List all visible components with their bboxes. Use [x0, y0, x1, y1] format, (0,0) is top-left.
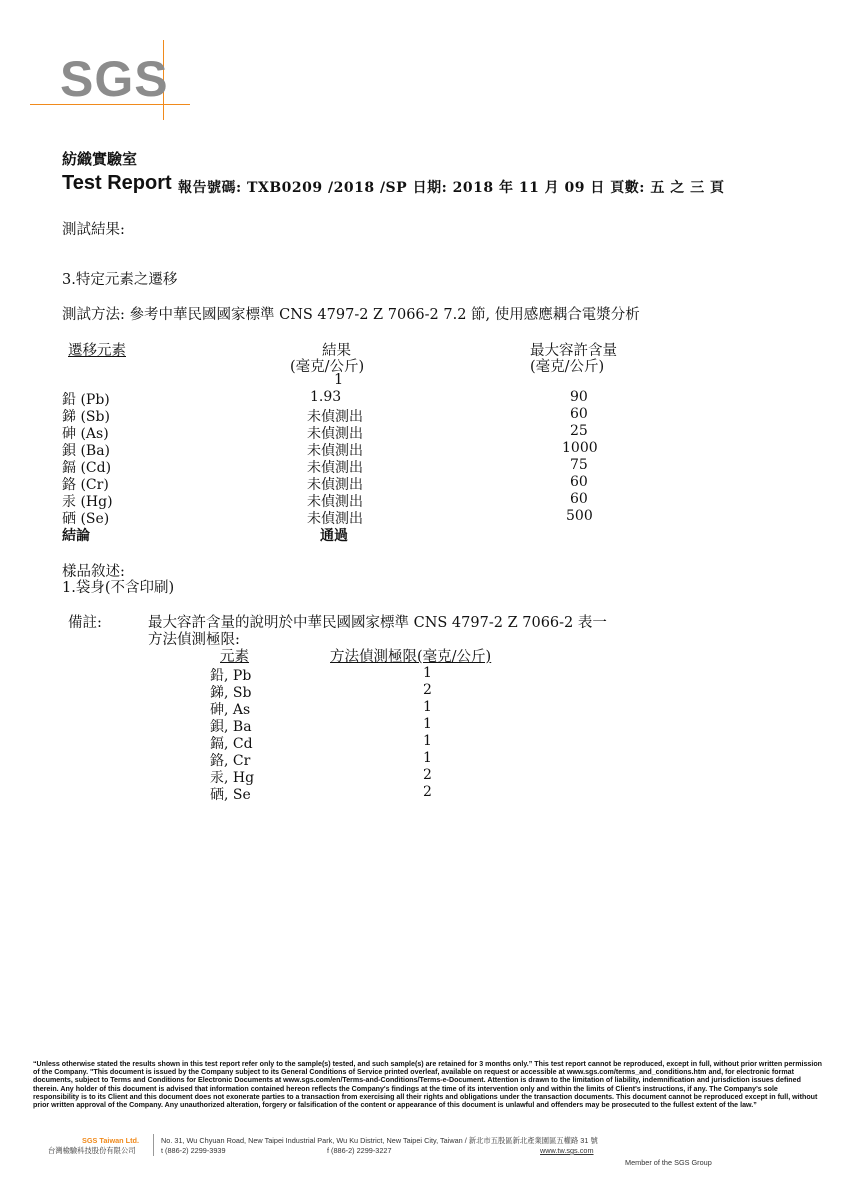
- table-row: [62, 491, 762, 508]
- table-row: [62, 440, 762, 457]
- limits-row: [205, 716, 505, 733]
- table-row: [62, 389, 762, 406]
- limits-row: [205, 665, 505, 682]
- limits-element: 鉻, Cr: [210, 753, 251, 769]
- max-cell: 60: [570, 491, 588, 507]
- limits-element: 汞, Hg: [210, 770, 255, 786]
- limits-row: [205, 784, 505, 801]
- limits-element: 銻, Sb: [210, 685, 252, 701]
- table-row: [62, 508, 762, 525]
- results-label: 測試結果:: [62, 222, 125, 238]
- sgs-logo: SGS: [60, 51, 169, 107]
- col-header-max: 最大容許含量: [530, 343, 617, 359]
- limits-row: [205, 699, 505, 716]
- table-row: [62, 474, 762, 491]
- result-cell: 未偵測出: [307, 494, 363, 510]
- limits-value: 1: [423, 750, 432, 766]
- company-name-en: SGS Taiwan Ltd.: [82, 1136, 140, 1145]
- max-cell: 500: [566, 508, 593, 524]
- table-row: [62, 406, 762, 423]
- result-cell: 未偵測出: [307, 477, 363, 493]
- result-cell: 未偵測出: [307, 460, 363, 476]
- limits-value: 1: [423, 699, 432, 715]
- company-fax: f (886-2) 2299-3227: [327, 1146, 392, 1155]
- element-cell: 鉻 (Cr): [62, 477, 109, 493]
- limits-element: 鉛, Pb: [210, 668, 252, 684]
- remarks-label: 備註:: [68, 615, 102, 631]
- lab-name: 紡織實驗室: [62, 150, 138, 168]
- test-method: 測試方法: 參考中華民國國家標準 CNS 4797-2 Z 7066-2 7.2 節, 使用感應耦合電漿分析: [62, 307, 640, 323]
- limits-value: 1: [423, 665, 432, 681]
- limits-col-element: 元素: [220, 649, 249, 665]
- max-cell: 25: [570, 423, 588, 439]
- element-cell: 銻 (Sb): [62, 409, 110, 425]
- result-cell: 未偵測出: [307, 409, 363, 425]
- result-cell: 未偵測出: [307, 443, 363, 459]
- sample-item: 1.袋身(不含印刷): [62, 580, 175, 596]
- limits-value: 2: [423, 784, 432, 800]
- limits-element: 鎘, Cd: [210, 736, 253, 752]
- limits-row: [205, 733, 505, 750]
- conclusion-row: [62, 525, 762, 542]
- max-cell: 90: [570, 389, 588, 405]
- element-cell: 砷 (As): [62, 426, 109, 442]
- limits-row: [205, 767, 505, 784]
- limits-value: 1: [423, 733, 432, 749]
- element-cell: 鎘 (Cd): [62, 460, 112, 476]
- max-cell: 75: [570, 457, 588, 473]
- footer-divider: [153, 1134, 154, 1156]
- max-cell: 60: [570, 474, 588, 490]
- col-header-sample-number: 1: [334, 372, 344, 388]
- col-header-max-unit: (毫克/公斤): [530, 359, 605, 375]
- element-cell: 汞 (Hg): [62, 494, 113, 510]
- conclusion-label: 結論: [62, 528, 90, 544]
- limits-element: 砷, As: [210, 702, 251, 718]
- max-cell: 60: [570, 406, 588, 422]
- conclusion-value: 通過: [320, 528, 348, 544]
- detection-limits-label: 方法偵測極限:: [148, 632, 240, 648]
- company-address: No. 31, Wu Chyuan Road, New Taipei Industrial Park, Wu Ku District, New Taipei City, Taiwan / 新北市五股區新北產業園區五權路 31 號: [161, 1136, 598, 1145]
- limits-col-limit: 方法偵測極限(毫克/公斤): [330, 649, 492, 665]
- limits-value: 1: [423, 716, 432, 732]
- result-cell: 未偵測出: [307, 511, 363, 527]
- result-cell: 1.93: [310, 389, 342, 405]
- limits-row: [205, 750, 505, 767]
- report-number-line: 報告號碼: TXB0209 /2018 /SP 日期: 2018 年 11 月 09 日 頁數: 五 之 三 頁: [178, 180, 725, 196]
- limits-element: 硒, Se: [210, 787, 251, 803]
- table-row: [62, 457, 762, 474]
- member-text: Member of the SGS Group: [625, 1158, 712, 1167]
- max-cell: 1000: [562, 440, 598, 456]
- company-website-link[interactable]: www.tw.sgs.com: [540, 1146, 594, 1155]
- limits-value: 2: [423, 682, 432, 698]
- col-header-element: 遷移元素: [68, 343, 126, 359]
- section-title: 3.特定元素之遷移: [62, 272, 178, 288]
- sample-description-label: 樣品敘述:: [62, 564, 125, 580]
- element-cell: 硒 (Se): [62, 511, 110, 527]
- legal-disclaimer: “Unless otherwise stated the results shown in this test report refer only to the sample(s) tested, and such sample(s) are retained for 3 months only.” This test report cannot be reproduced, except in full, without prior written permission of the Company. "This document is issued by the Company subject to its General Conditions of Service printed overleaf, available on request or accessible at www.sgs.com/terms_and_conditions.htm and, for electronic format documents, subject to Terms and Conditions for Electronic Documents at www.sgs.com/en/Terms-and-Conditions/Terms-e-Document. Attention is drawn to the limitation of liability, indemnification and jurisdiction issues defined therein. Any holder of this document is advised that information contained hereon reflects the Company's findings at the time of its intervention only and within the limits of Client's instructions, if any. The Company's sole responsibility is to its Client and this document does not exonerate parties to a transaction from exercising all their rights and obligations under the transaction documents. This document cannot be reproduced except in full, without prior written approval of the Company. Any unauthorized alteration, forgery or falsification of the content or appearance of this document is unlawful and offenders may be prosecuted to the fullest extent of the law.”: [33, 1060, 822, 1110]
- limits-value: 2: [423, 767, 432, 783]
- limits-row: [205, 682, 505, 699]
- result-cell: 未偵測出: [307, 426, 363, 442]
- element-cell: 鋇 (Ba): [62, 443, 111, 459]
- col-header-result-unit: (毫克/公斤): [290, 359, 365, 375]
- company-name-zh: 台灣檢驗科技股份有限公司: [48, 1146, 136, 1155]
- page-title: Test Report: [62, 172, 172, 194]
- remarks-text: 最大容許含量的說明於中華民國國家標準 CNS 4797-2 Z 7066-2 表一: [148, 615, 607, 631]
- col-header-result: 結果: [322, 343, 351, 359]
- company-phone: t (886-2) 2299-3939: [161, 1146, 226, 1155]
- table-row: [62, 423, 762, 440]
- limits-element: 鋇, Ba: [210, 719, 252, 735]
- element-cell: 鉛 (Pb): [62, 392, 110, 408]
